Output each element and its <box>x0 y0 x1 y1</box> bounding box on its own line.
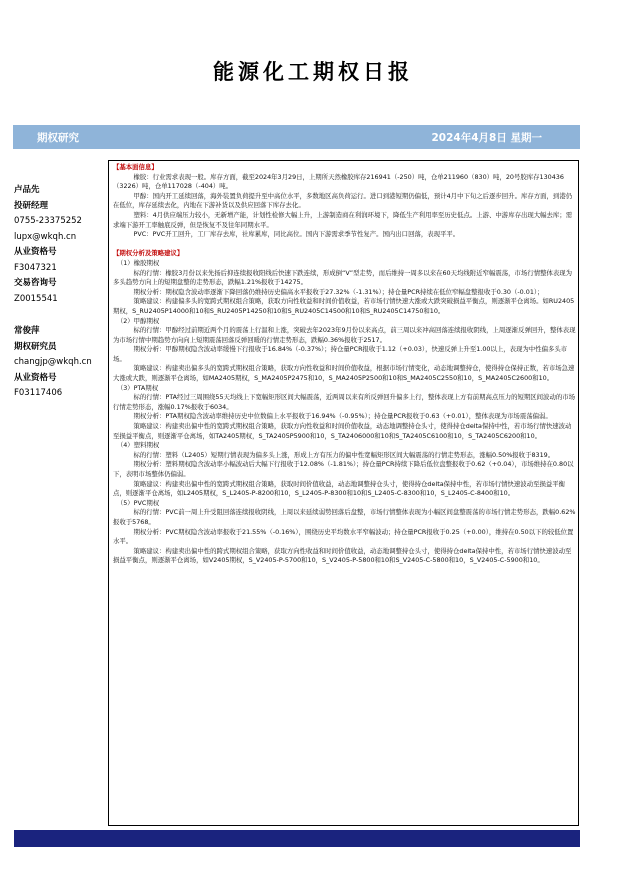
paragraph: PVC：PVC开工回升，工厂库存去库，社库累库，同比高位。国内下游需求季节性复产。国内出口回落，表现平平。 <box>133 230 460 239</box>
paragraph: 策略建议：构建卖出偏中性的宽跨式期权组合策略，获取时间价值收益，动态地调整持仓头寸，使得持仓delta保持中性，若市场行情快速波动至损益平衡点，则逐渐平仓离场，如L2405期权，S_L2405-P-8200和10，S_L2405-P-8300和10和S_L2405-C-8300和10，S_L2405-C-8400和10。 <box>113 479 566 498</box>
subsection-heading: （3）PTA期权 <box>116 383 159 392</box>
qualification-label: 从业资格号 <box>14 247 57 257</box>
paragraph: 策略建议：构建卖出偏多头的宽跨式期权组合策略，获取方向性收益和时间价值收益，根据市场行情变化，动态地调整持仓，使得持仓保持正数，若市场急速大涨或大跌，则逐渐平仓离场，如MA2405期权，S_MA2405P2475和10，S_MA2405P2500和10和S_MA2405C2550和10，S_MA2405C2600和10。 <box>113 364 575 383</box>
paragraph: 甲醇：国内开工延续回落，海外装置负荷提升至中高位水平，多数地区高负荷运行。进口到港短期仍偏低，预计4月中下旬之后逐步回升。库存方面，到港仍在低位，库存延续去化，内地在下游补货以及供应回落下库存去化。 <box>113 191 573 210</box>
paragraph: 策略建议：构建卖出偏中性的宽跨式期权组合策略，获取方向性收益和时间价值收益，动态地调整持仓头寸，使得持仓delta保持中性，若市场行情快速波动至损益平衡点，则逐渐平仓离场，如TA2405期权，S_TA2405P5900和10，S_TA2406000和10和S_TA2405C6100和10，S_TA2405C6200和10。 <box>113 422 572 440</box>
paragraph: 标的行情：橡胶3月份以来先扬后抑连续报收阳线后快速下跌连续，形成倒“V”型走势，而后维持一周多以来在60天均线附近窄幅震荡，市场行情整体表现为多头趋势方向上的短期盘整的走势形态，跌幅1.21%报收于14275。 <box>113 268 573 287</box>
paragraph: 标的行情：PVC前一周上升受阻回落连续报收阴线，上周以来延续弱势回落后盘整，市场行情整体表现为小幅区间盘整震荡的市场行情走势形态，跌幅0.62%报收于5768。 <box>113 508 576 526</box>
paragraph: 期权分析：PVC期权隐含波动率报收于21.55%（-0.16%），围绕历史平均数水平窄幅波动；持仓量PCR报收于0.25（+0.00），维持在0.50以下的较低位置水平。 <box>113 527 574 546</box>
report-date: 2024年4月8日 星期一 <box>431 132 542 144</box>
analyst-phone: 0755-23375252 <box>14 216 82 226</box>
analyst-sidebar <box>14 183 114 402</box>
paragraph: 塑料：4月供应端压力较小，无新增产能，计划性检修大幅上升，上游制造商在利润环境下，降低生产利用率至历史低点。上游、中游库存出现大幅去库；需求端下游开工率触底反弹，但是恢复不及往年同期水平。 <box>113 210 573 229</box>
paragraph: 期权分析：PTA期权隐含波动率维持历史中位数偏上水平报收于16.94%（-0.95%）；持仓量PCR报收于0.63（+0.01），整体表现为市场震荡偏弱。 <box>133 412 552 421</box>
qualification-number: F03117406 <box>14 388 63 398</box>
subsection-heading: （5）PVC期权 <box>116 498 160 507</box>
subsection-heading: （2）甲醇期权 <box>116 316 160 325</box>
consulting-label: 交易咨询号 <box>14 278 57 288</box>
report-title: 能源化工期权日报 <box>213 59 413 84</box>
paragraph: 期权分析：甲醇期权隐含波动率缓慢下行报收于16.84%（-0.37%）；持仓量PCR报收于1.12（+0.03），快速反弹上升至1.00以上，表现为中性偏多头市场。 <box>113 345 568 363</box>
report-body <box>113 163 576 566</box>
qualification-number: F3047321 <box>14 262 57 273</box>
analyst-email[interactable]: lupx@wkqh.cn <box>14 231 77 242</box>
subsection-heading: （4）塑料期权 <box>116 441 160 450</box>
paragraph: 标的行情：甲醇经过前期近两个月的震荡上行温和上涨，突破去年2023年9月份以来高点，前三周以来冲高回落连续报收阴线，上周逐渐反弹回升，整体表现为市场行情中期趋势方向向上短期震荡回落反弹回暖的行情走势形态，跌幅0.36%报收于2517。 <box>113 326 576 344</box>
analyst-role: 期权研究员 <box>14 341 57 352</box>
subsection-heading: （1）橡胶期权 <box>116 258 160 267</box>
paragraph: 期权分析：塑料期权隐含波动率小幅波动后大幅下行报收于12.08%（-1.81%）；持仓量PCR持续下降后低位盘整报收于0.62（+0.04），市场维持在0.80以下，表明市场整体仍偏弱。 <box>113 460 574 478</box>
paragraph: 期权分析：期权隐含波动率逐渐下降回落仍维持历史偏高水平报收于27.32%（-1.31%）；持仓量PCR持续在低位窄幅盘整报收于0.30（-0.01）； <box>133 287 544 296</box>
section-heading: 【期权分析及策略建议】 <box>113 249 184 258</box>
qualification-label: 从业资格号 <box>14 372 57 383</box>
paragraph: 标的行情：塑料（L2405）短期行情表现为偏多头上涨，形成上方有压力的偏中性宽幅矩形区间大幅震荡的行情走势形态，涨幅0.50%报收于8319。 <box>133 450 555 459</box>
analyst-name: 卢品先 <box>14 185 40 195</box>
paragraph: 标的行情：PTA经过三周围绕55天均线上下宽幅矩形区间大幅震荡，近两周以来有所反弹回升偏多上行，整体表现上方有前期高点压力的短期区间波动的市场行情走势形态，涨幅0.17%报收于6034。 <box>113 393 576 411</box>
section-label: 期权研究 <box>37 132 79 144</box>
paragraph: 策略建议：构建偏多头的宽跨式期权组合策略，获取方向性收益和时间价值收益，若市场行情快速大涨或大跌突破损益平衡点，则逐渐平仓离场。如RU2405期权，S_RU2405P14000和10和S_RU2405P14250和10和S_RU2405C14500和10和S_RU2405C14750和10。 <box>113 297 575 315</box>
analyst-name: 常俊萍 <box>14 326 40 336</box>
analyst-role: 投研经理 <box>14 200 49 211</box>
analyst-email[interactable]: changjp@wkqh.cn <box>14 357 92 367</box>
paragraph: 策略建议：构建卖出偏中性的跨式期权组合策略，获取方向性收益和时间价值收益，动态地调整持仓头寸，使得持仓delta保持中性，若市场行情快速波动至损益平衡点，则逐渐平仓离场，如V2405期权，S_V2405-P-5700和10，S_V2405-P-5800和10和S_V2405-C-5800和10，S_V2405-C-5900和10。 <box>113 546 572 565</box>
section-heading: 【基本面信息】 <box>113 163 158 171</box>
footer-bar <box>14 830 580 847</box>
paragraph: 橡胶：行业需求表现一般。库存方面，截至2024年3月29日，上期所天然橡胶库存216941（-250）吨，仓单211960（830）吨，20号胶库存130436（3226）吨，仓单117028（-404）吨。 <box>113 172 564 191</box>
header-bar <box>13 125 580 149</box>
consulting-number: Z0015541 <box>14 293 58 304</box>
